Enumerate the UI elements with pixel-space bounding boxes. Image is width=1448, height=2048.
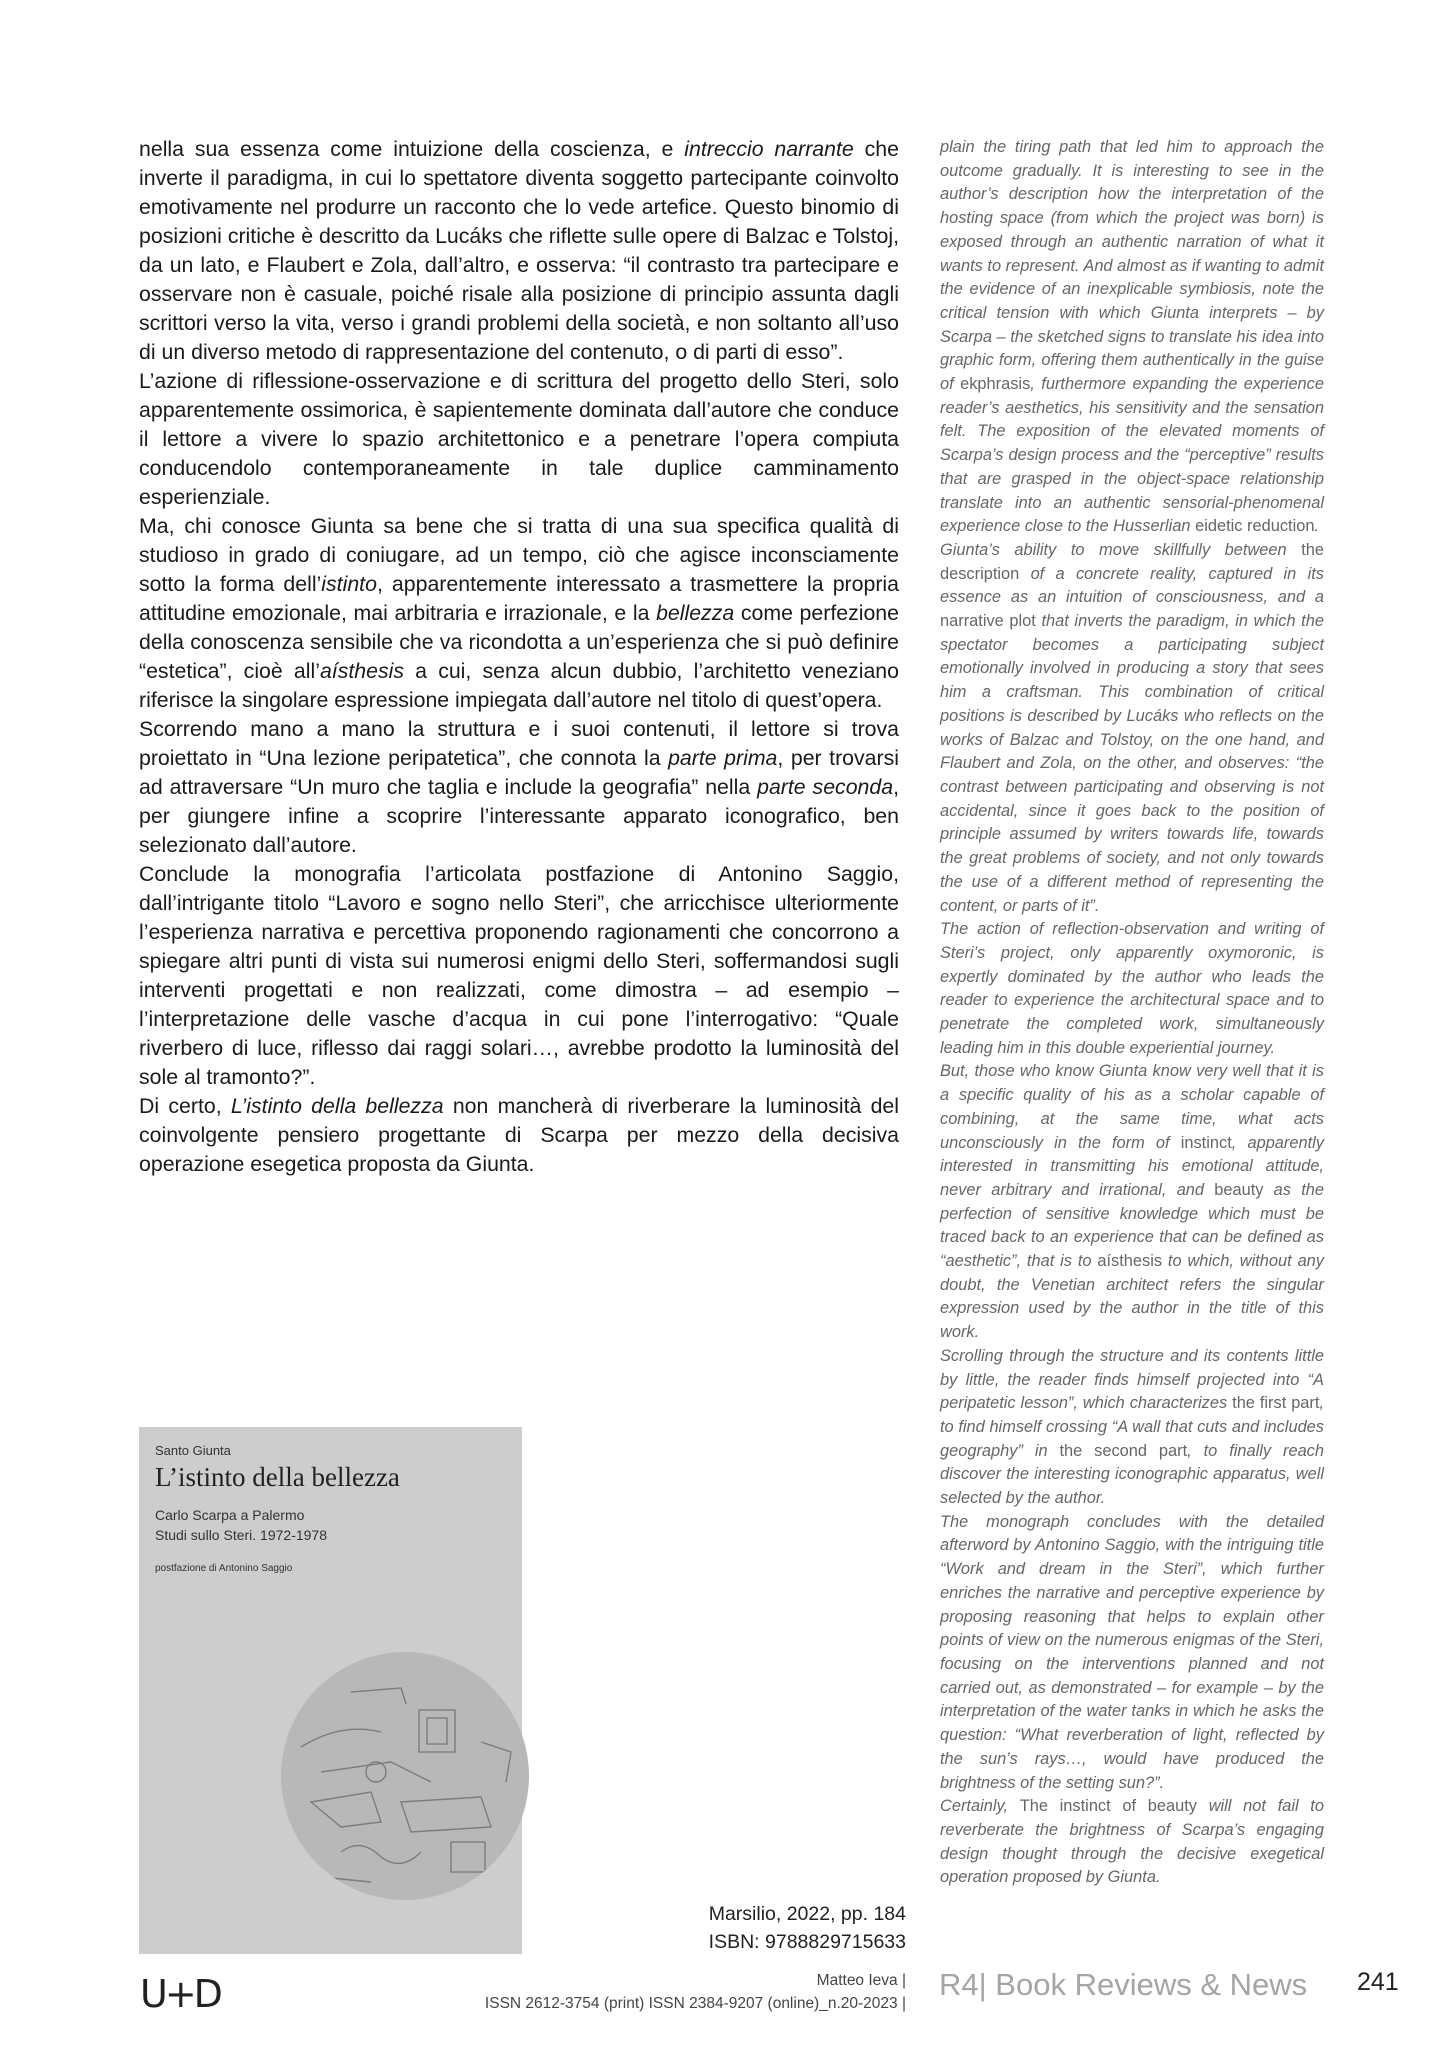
english-translation-column	[940, 136, 1324, 1890]
text: the second part	[1059, 1441, 1188, 1460]
italic-text: Giunta’s ability to move skillfully between	[940, 540, 1302, 559]
text: , per giungere infine a scoprire l’interessante apparato iconografico, ben selezionato dall’autore.	[139, 775, 899, 857]
italic-text: The action of reflection-observation and writing of Steri’s project, only apparently oxymoronic, is expertly dominated by the author who leads the reader to experience the architectural space and to penetrate the completed work, simultaneously leading him in this double experiential journey.	[940, 920, 1324, 1057]
cover-title: L’istinto della bellezza	[155, 1462, 400, 1492]
publication-info	[709, 1900, 906, 1956]
text: narrative plot	[940, 612, 1036, 631]
paragraph	[139, 715, 899, 860]
sketch-drawing	[281, 1652, 529, 1900]
paragraph	[940, 1060, 1324, 1344]
paragraph	[940, 1795, 1324, 1890]
paragraph	[940, 1511, 1324, 1795]
italic-text: Scrolling through the structure and its contents little by little, the reader finds himself projected into “A peripatetic lesson”, which characterizes	[940, 1346, 1324, 1413]
italic-text: as the perfection of sensitive knowledge which must be traced back to an experience that can be defined as “aesthetic”, that is to	[940, 1180, 1324, 1271]
footer-author: Matteo Ieva |	[816, 1972, 906, 1989]
text: a cui, senza alcun dubbio, l’architetto veneziano riferisce la singolare espressione impiegata dall’autore nel titolo di quest’opera.	[139, 659, 899, 712]
text: , per trovarsi ad attraversare “Un muro che taglia e include la geografia” nella	[139, 746, 899, 799]
cover-subtitle: Studi sullo Steri. 1972-1978	[155, 1527, 327, 1543]
text: instinct	[1180, 1133, 1232, 1152]
paragraph	[940, 1345, 1324, 1511]
paragraph	[139, 1092, 899, 1179]
text: come perfezione della conoscenza sensibile che va ricondotta a un’esperienza che si può definire “estetica”, cioè all’	[139, 601, 899, 683]
italic-text: plain the tiring path that led him to approach the outcome gradually. It is interesting to see in the author’s description how the interpretation of the hosting space (from which the project was born) is exposed through an authentic narration of what it wants to represent. And almost as if wanting to admit the evidence of an inexplicable symbiosis, note the critical tension with which Giunta interprets – by Scarpa – the sketched signs to translate his idea into graphic form, offering them authentically in the guise of	[940, 138, 1324, 394]
italic-text: , to find himself crossing “A wall that cuts and includes geography” in	[940, 1394, 1325, 1460]
paragraph	[940, 918, 1324, 1060]
text: che inverte il paradigma, in cui lo spettatore diventa soggetto partecipante coinvolto emotivamente nel produrre un racconto che lo vede artefice. Questo binomio di posizioni critiche è descritto da Lucáks che riflette sulle opere di Balzac e Tolstoj, da un lato, e Flaubert e Zola, dall’altro, e osserva: “il contrasto tra partecipare e osservare non è casuale, poiché risale alla posizione di principio assunta dagli scrittori verso la vita, verso i grandi problemi della società, e non soltanto all’uso di un diverso metodo di rappresentazione del contenuto, o di parti di esso”.	[139, 137, 899, 364]
footer-issn: ISSN 2612-3754 (print) ISSN 2384-9207 (online)_n.20-2023 |	[484, 1995, 906, 2012]
cover-subtitle: Carlo Scarpa a Palermo	[155, 1507, 305, 1523]
italic-text: bellezza	[656, 601, 735, 625]
page-number: 241	[1357, 1968, 1399, 1996]
paragraph: Conclude la monografia l’articolata postfazione di Antonino Saggio, dall’intrigante titolo “Lavoro e sogno nello Steri”, che arricchisce ulteriormente l’esperienza narrativa e percettiva proponendo ragionamenti che concorrono a spiegare altri punti di vista sui numerosi enigmi dello Steri, soffermandosi sugli interventi progettati e non realizzati, come dimostra – ad esempio – l’interpretazione delle vasche d’acqua in cui pone l’interrogativo: “Quale riverbero di luce, riflesso dai raggi solari…, avrebbe prodotto la luminosità del sole al tramonto?”.	[139, 862, 899, 1089]
italic-text: to which, without any doubt, the Venetian architect refers the singular expression used by the author in the title of this work.	[940, 1252, 1324, 1342]
text: Ma, chi conosce Giunta sa bene che si tratta di una sua specifica qualità di studioso in grado di coniugare, ad un tempo, ciò che agisce inconsciamente sotto la forma dell’	[139, 514, 899, 596]
text: the first part	[1232, 1394, 1320, 1413]
cover-author: Santo Giunta	[155, 1443, 231, 1458]
text: nella sua essenza come intuizione della coscienza, e	[139, 137, 685, 161]
paragraph: L’azione di riflessione-osservazione e di scrittura del progetto dello Steri, solo apparentemente ossimorica, è sapientemente dominata dall’autore che conduce il lettore a vivere lo spazio architettonico e a penetrare l’opera compiuta conducendolo contemporaneamente in tale duplice camminamento esperienziale.	[139, 369, 899, 509]
text: aísthesis	[1097, 1252, 1163, 1271]
italic-text: that inverts the paradigm, in which the spectator becomes a participating subject emotionally involved in producing a story that sees him a craftsman. This combination of critical positions is described by Lucáks who reflects on the works of Balzac and Tolstoy, on the one hand, and Flaubert and Zola, on the other, and observes: “the contrast between participating and observing is not accidental, since it goes back to the position of principle assumed by writers towards life, towards the great problems of society, and not only towards the use of a different method of representing the content, or parts of it”.	[940, 612, 1324, 915]
italic-text: parte seconda	[757, 775, 894, 799]
italic-text: .	[1314, 517, 1320, 536]
italic-text: L’istinto della bellezza	[230, 1094, 444, 1118]
paragraph	[139, 135, 899, 367]
italic-text: istinto	[321, 572, 377, 596]
italic-text: Certainly,	[940, 1797, 1020, 1816]
italic-text: aísthesis	[319, 659, 404, 683]
text: Di certo,	[139, 1094, 231, 1118]
text: , apparentemente interessato a trasmettere la propria attitudine emozionale, mai arbitraria e irrazionale, e la	[139, 572, 899, 625]
italian-review-column	[139, 135, 899, 1179]
italic-text: The monograph concludes with the detailed afterword by Antonino Saggio, with the intriguing title “Work and dream in the Steri”, which further enriches the narrative and perceptive experience by proposing reasoning that helps to explain other points of view on the numerous enigmas of the Steri, focusing on the interventions planned and not carried out, as demonstrated – for example – by the interpretation of the water tanks in which he asks the question: “What reverberation of light, reflected by the sun’s rays…, would have produced the brightness of the setting sun?”.	[940, 1512, 1324, 1792]
text: eidetic reduction	[1195, 517, 1315, 536]
cover-postface: postfazione di Antonino Saggio	[155, 1563, 293, 1574]
isbn-line: ISBN: 9788829715633	[708, 1931, 906, 1953]
text: Scorrendo mano a mano la struttura e i suoi contenuti, il lettore si trova proiettato in “Una lezione peripatetica”, che connota la	[139, 717, 899, 770]
italic-text: But, those who know Giunta know very well that it is a specific quality of his as a scholar capable of combining, at the same time, what acts unconsciously in the form of	[940, 1062, 1324, 1152]
italic-text: intreccio narrante	[684, 137, 854, 161]
italic-text: parte prima	[668, 746, 778, 770]
text: The instinct of beauty	[1019, 1797, 1197, 1816]
text: non mancherà di riverberare la luminosità del coinvolgente pensiero progettante di Scarpa per mezzo della decisiva operazione esegetica proposta da Giunta.	[139, 1094, 899, 1176]
sketch-circle-image	[281, 1652, 529, 1900]
italic-text: , apparently interested in transmitting his emotional attitude, never arbitrary and irrational, and	[940, 1133, 1325, 1199]
text: the description	[940, 540, 1324, 583]
paragraph	[940, 539, 1324, 918]
italic-text: of a concrete reality, captured in its essence as an intuition of consciousness, and a	[940, 564, 1324, 607]
paragraph	[139, 512, 899, 715]
italic-text: will not fail to reverberate the brightness of Scarpa’s engaging design thought through the decisive exegetical operation proposed by Giunta.	[940, 1797, 1324, 1887]
italic-text: , furthermore expanding the experience reader’s aesthetics, his sensitivity and the sensation felt. The exposition of the elevated moments of Scarpa’s design process and the “perceptive” results that are grasped in the object-space relationship translate into an authentic sensorial-phenomenal experience close to the Husserlian	[940, 375, 1324, 536]
paragraph	[940, 136, 1324, 539]
italic-text: , to finally reach discover the interesting iconographic apparatus, well selected by the author.	[940, 1441, 1324, 1508]
journal-logo: U+D	[140, 1972, 220, 2016]
publisher-line: Marsilio, 2022, pp. 184	[708, 1903, 906, 1925]
text: beauty	[1214, 1180, 1264, 1199]
text: ekphrasis	[960, 375, 1031, 394]
section-label: R4| Book Reviews & News	[939, 1967, 1308, 2002]
book-cover-image	[139, 1427, 522, 1954]
